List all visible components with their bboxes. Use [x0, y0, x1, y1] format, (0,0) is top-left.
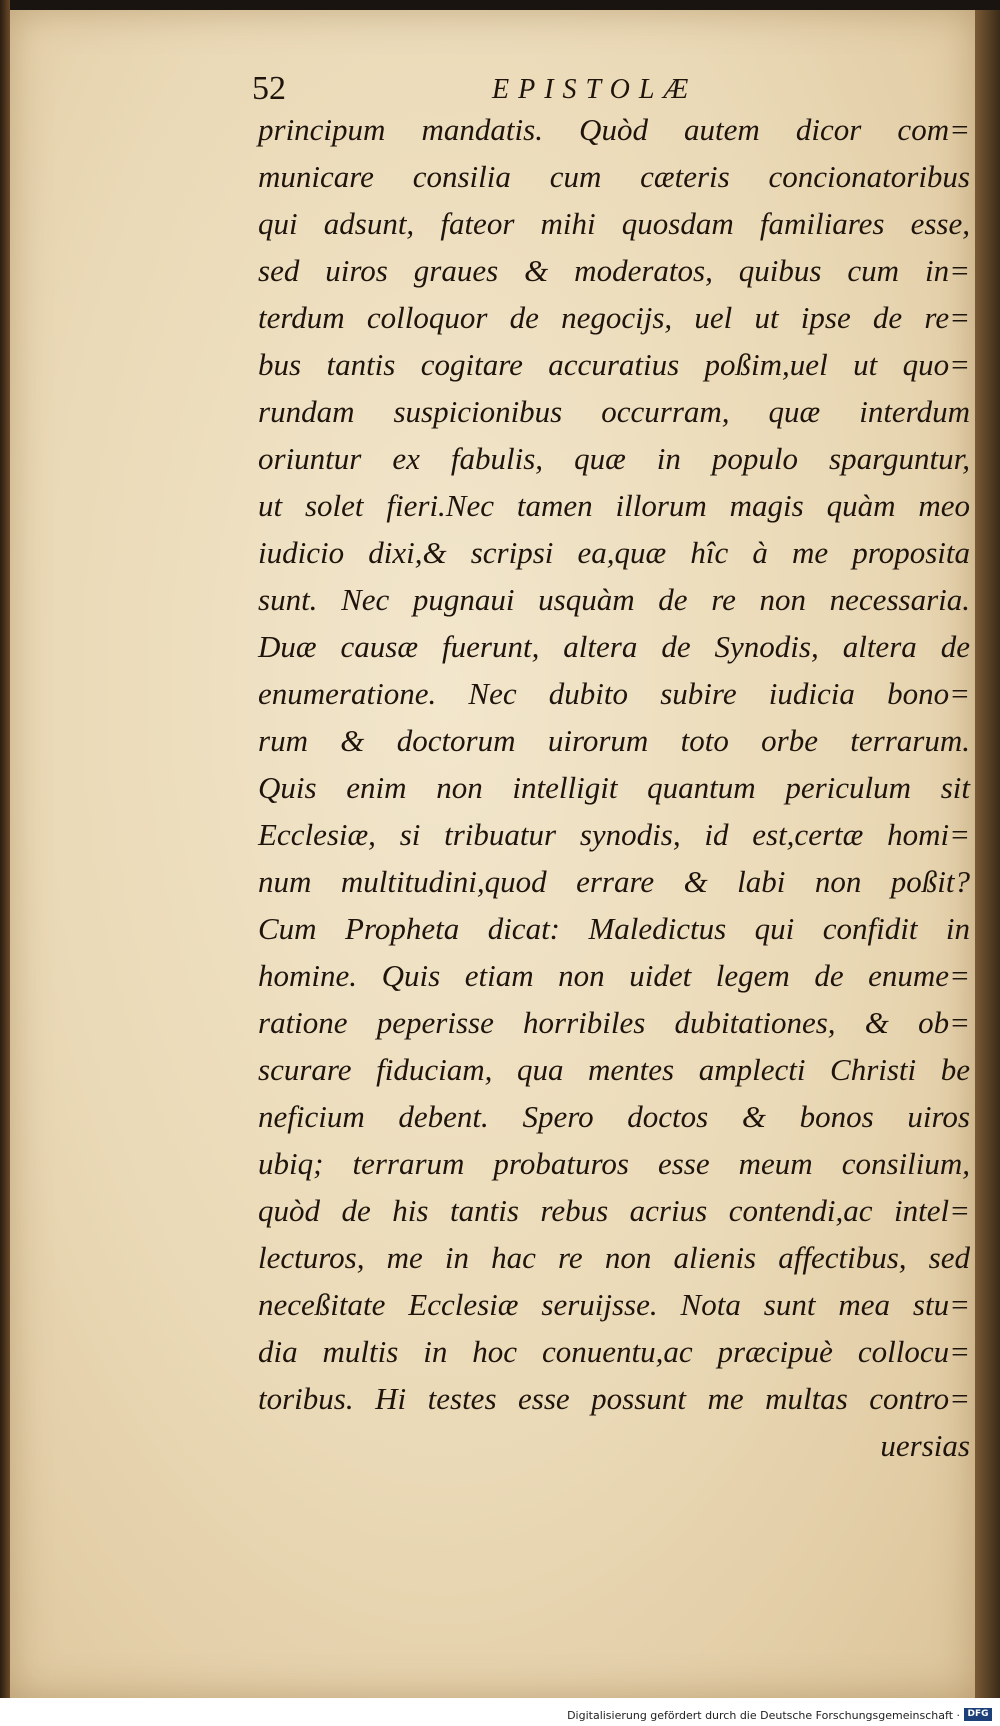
text-line-21: scurare fiduciam, qua mentes amplecti Christi be	[258, 1052, 970, 1087]
text-line-11: sunt. Nec pugnaui usquàm de re non necessaria.	[258, 582, 970, 617]
text-line-16: Ecclesiæ, si tribuatur synodis, id est,certæ homi=	[258, 817, 970, 852]
text-line-6: bus tantis cogitare accuratius poßim,uel ut quo=	[258, 347, 970, 382]
text-line-1: principum mandatis. Quòd autem dicor com=	[258, 112, 970, 147]
text-line-15: Quis enim non intelligit quantum periculum sit	[258, 770, 970, 805]
text-line-13: enumeratione. Nec dubito subire iudicia bono=	[258, 676, 970, 711]
text-line-8: oriuntur ex fabulis, quæ in populo sparguntur,	[258, 441, 970, 476]
text-line-17: num multitudini,quod errare & labi non poßit?	[258, 864, 970, 899]
catchword: uersias	[880, 1428, 970, 1463]
binding-edge	[975, 10, 1000, 1698]
page-number: 52	[252, 70, 286, 107]
footer-credit: Digitalisierung gefördert durch die Deutsche Forschungsgemeinschaft ·	[567, 1709, 960, 1722]
text-line-12: Duæ causæ fuerunt, altera de Synodis, altera de	[258, 629, 970, 664]
text-line-28: toribus. Hi testes esse possunt me multas contro=	[258, 1381, 970, 1416]
scan-left-edge	[0, 0, 10, 1700]
text-line-3: qui adsunt, fateor mihi quosdam familiares esse,	[258, 206, 970, 241]
text-line-25: lecturos, me in hac re non alienis affectibus, sed	[258, 1240, 970, 1275]
text-line-7: rundam suspicionibus occurram, quæ interdum	[258, 394, 970, 429]
text-line-5: terdum colloquor de negocijs, uel ut ipse de re=	[258, 300, 970, 335]
text-line-9: ut solet fieri.Nec tamen illorum magis quàm meo	[258, 488, 970, 523]
text-line-27: dia multis in hoc conuentu,ac præcipuè collocu=	[258, 1334, 970, 1369]
text-line-18: Cum Propheta dicat: Maledictus qui confidit in	[258, 911, 970, 946]
dfg-logo: DFG	[964, 1708, 992, 1721]
running-head: EPISTOLÆ	[492, 74, 698, 105]
scan-top-edge	[0, 0, 1000, 10]
text-line-26: neceßitate Ecclesiæ seruijsse. Nota sunt mea stu=	[258, 1287, 970, 1322]
text-line-24: quòd de his tantis rebus acrius contendi,ac intel=	[258, 1193, 970, 1228]
text-line-2: municare consilia cum cæteris concionatoribus	[258, 159, 970, 194]
text-line-4: sed uiros graues & moderatos, quibus cum in=	[258, 253, 970, 288]
text-line-20: ratione peperisse horribiles dubitationes, & ob=	[258, 1005, 970, 1040]
text-line-14: rum & doctorum uirorum toto orbe terrarum.	[258, 723, 970, 758]
text-line-19: homine. Quis etiam non uidet legem de enume=	[258, 958, 970, 993]
text-line-23: ubiq; terrarum probaturos esse meum consilium,	[258, 1146, 970, 1181]
text-line-22: neficium debent. Spero doctos & bonos uiros	[258, 1099, 970, 1134]
text-line-10: iudicio dixi,& scripsi ea,quæ hîc à me proposita	[258, 535, 970, 570]
